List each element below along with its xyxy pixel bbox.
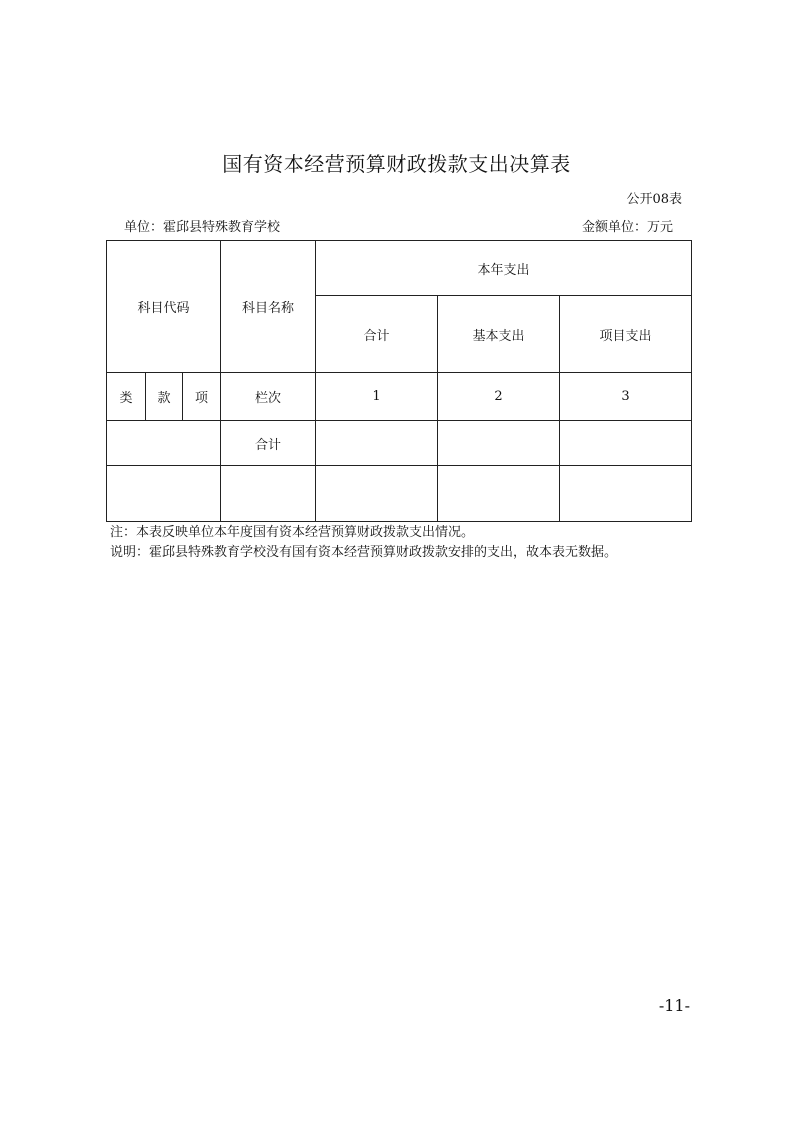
total-row-label: 合计: [221, 421, 316, 466]
empty-cell-basic: [438, 466, 560, 522]
page-title: 国有资本经营预算财政拨款支出决算表: [222, 152, 571, 176]
page-number: -11-: [658, 996, 690, 1015]
amount-unit: 金额单位：万元: [581, 220, 673, 235]
header-item: 项: [183, 373, 221, 421]
header-current-year-expense: 本年支出: [316, 241, 692, 296]
total-row: [107, 421, 692, 466]
index-project: 3: [560, 373, 692, 421]
expense-table: [106, 240, 692, 522]
empty-cell-project: [560, 466, 692, 522]
empty-cell-code: [107, 466, 221, 522]
total-row-code: [107, 421, 221, 466]
header-class: 类: [107, 373, 146, 421]
total-row-basic: [438, 421, 560, 466]
total-row-total: [316, 421, 438, 466]
empty-data-row: [107, 466, 692, 522]
form-code: 公开08表: [626, 192, 682, 207]
header-subject-code: 科目代码: [107, 241, 221, 373]
total-row-project: [560, 421, 692, 466]
unit-label: 单位：霍邱县特殊教育学校: [124, 220, 281, 235]
empty-cell-total: [316, 466, 438, 522]
explanation-text: 说明：霍邱县特殊教育学校没有国有资本经营预算财政拨款安排的支出，故本表无数据。: [110, 545, 618, 560]
index-total: 1: [316, 373, 438, 421]
notes-block: [110, 523, 617, 563]
header-project-expense: 项目支出: [560, 296, 692, 373]
note-text: 注：本表反映单位本年度国有资本经营预算财政拨款支出情况。: [110, 525, 475, 540]
header-total: 合计: [316, 296, 438, 373]
header-row-1: [107, 241, 692, 296]
empty-cell-name: [221, 466, 316, 522]
row-index-label: 栏次: [221, 373, 316, 421]
header-basic-expense: 基本支出: [438, 296, 560, 373]
header-section: 款: [146, 373, 183, 421]
index-row: [107, 373, 692, 421]
header-subject-name: 科目名称: [221, 241, 316, 373]
index-basic: 2: [438, 373, 560, 421]
